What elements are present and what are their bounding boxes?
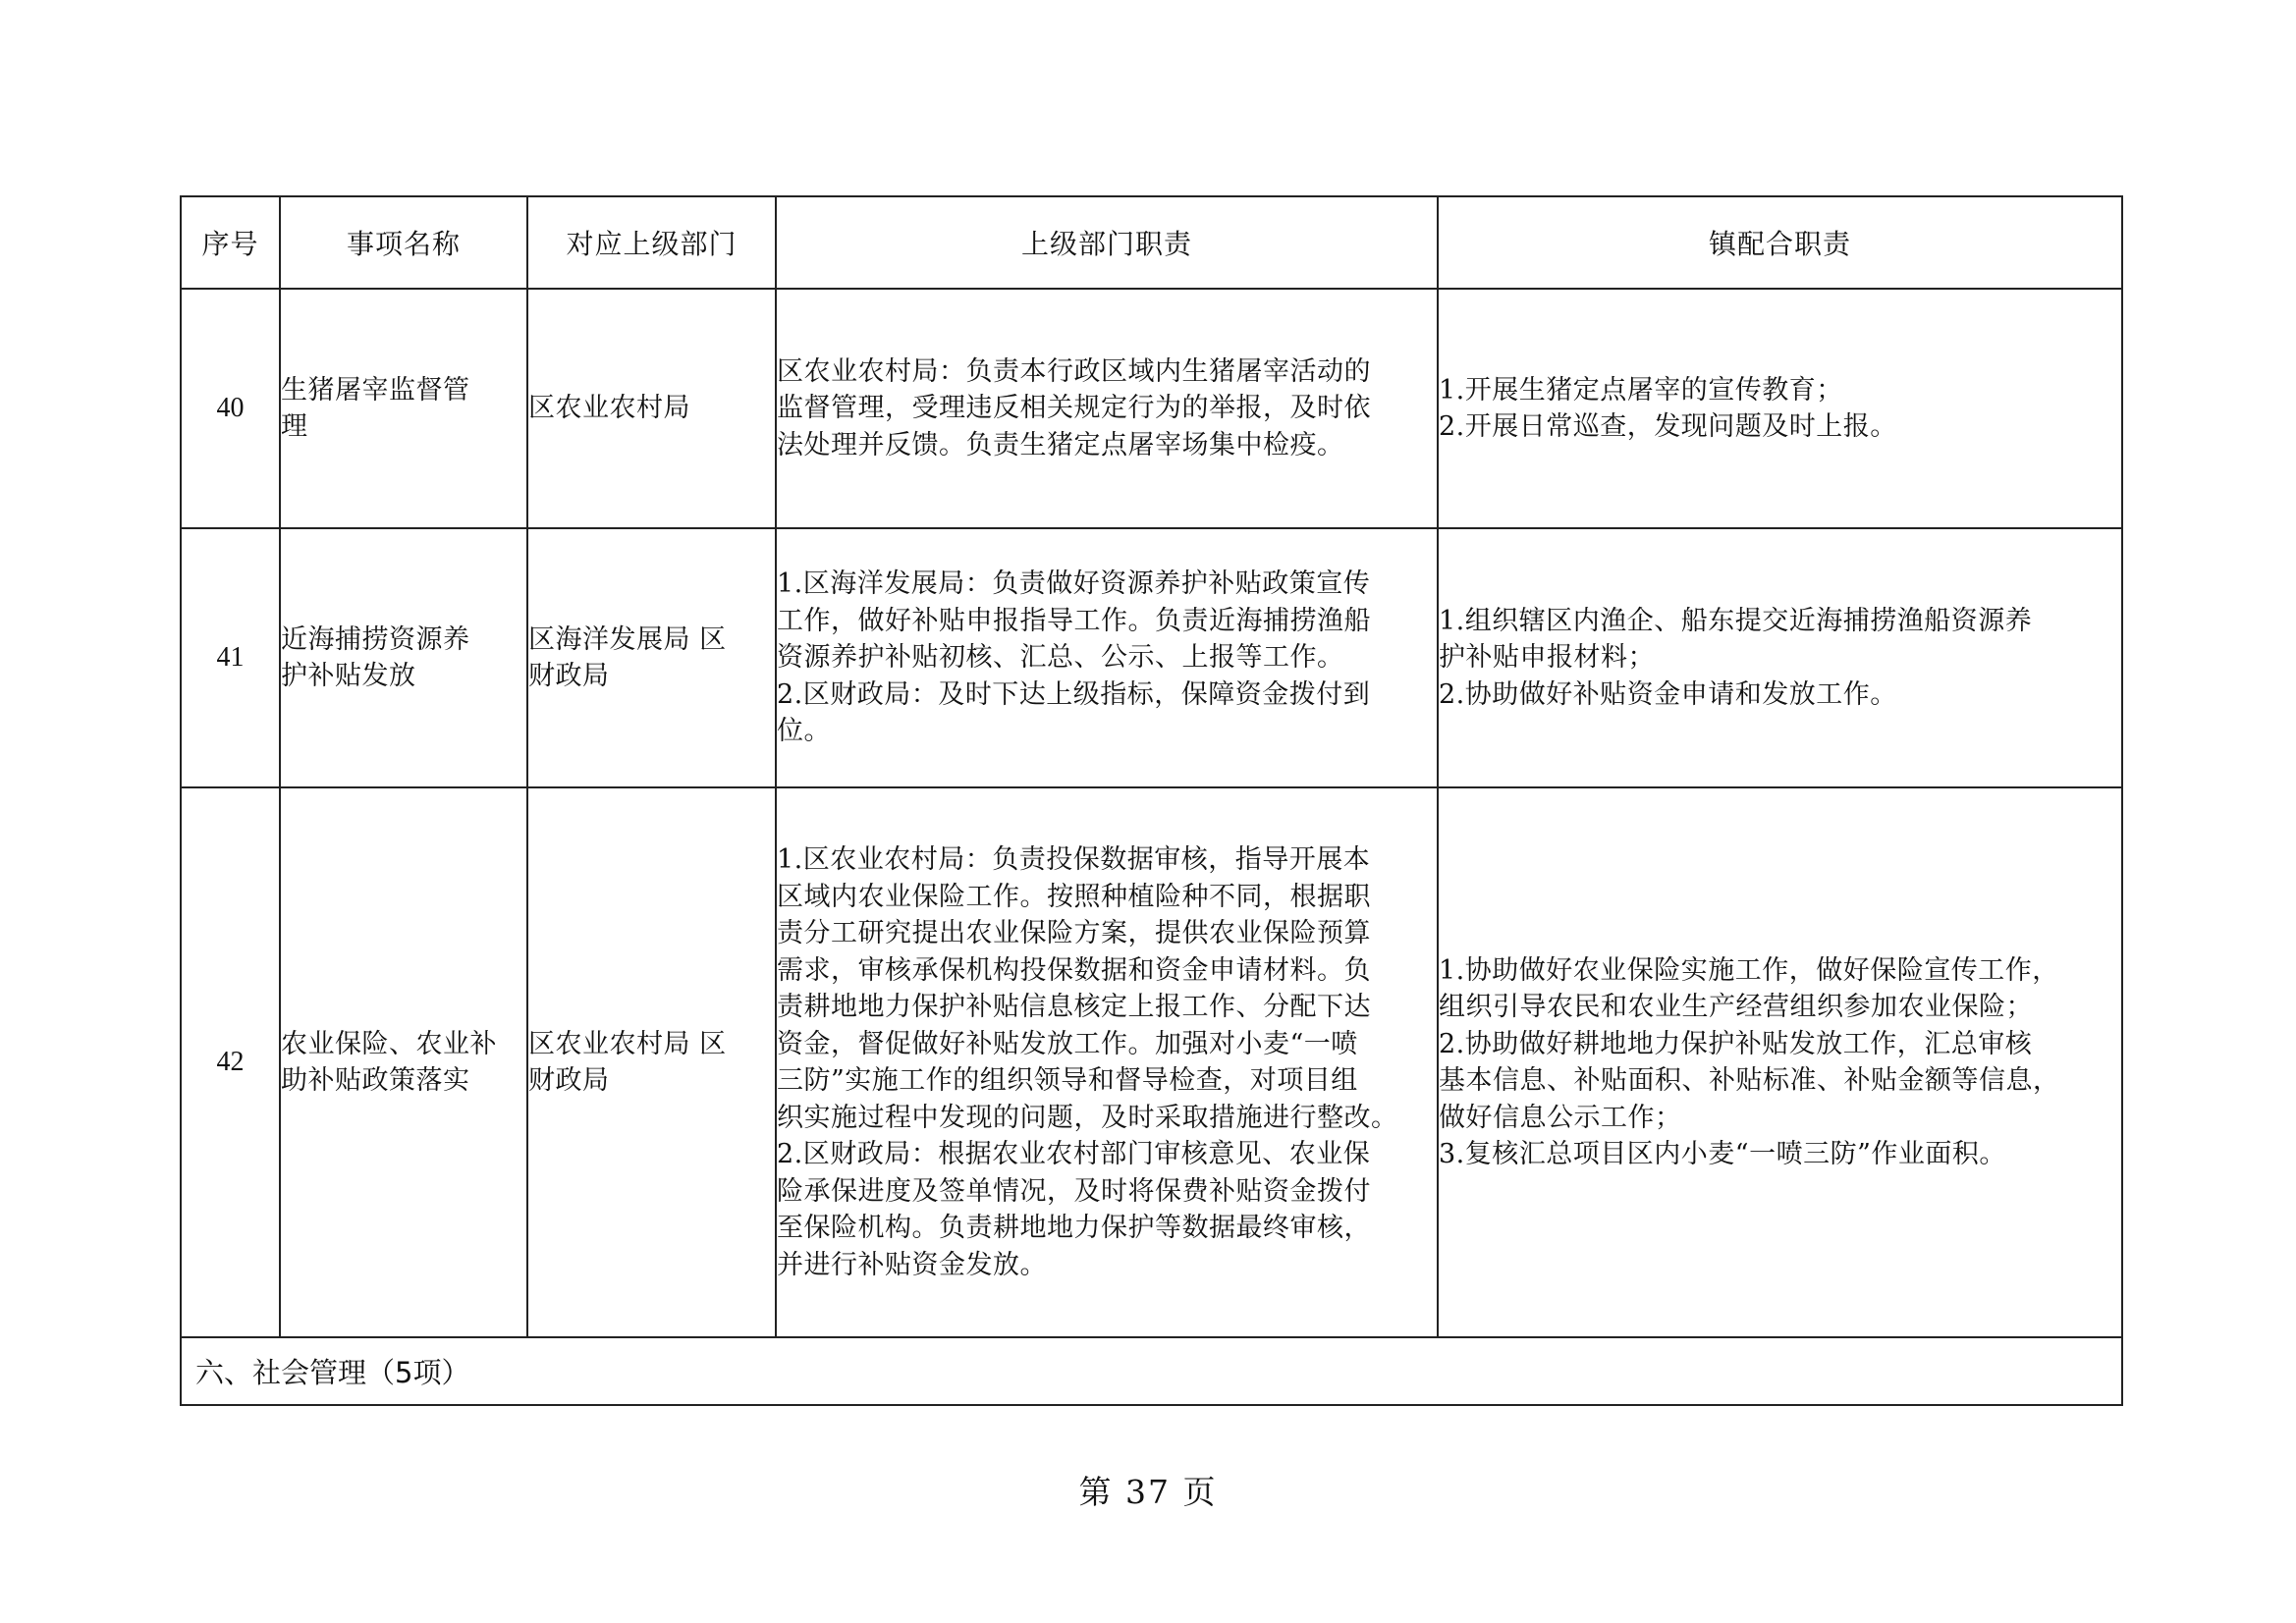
item-name-line: 护补贴发放 (281, 661, 416, 691)
header-upper-department: 对应上级部门 (527, 196, 776, 289)
upper-duty-line: 法处理并反馈。负责生猪定点屠宰场集中检疫。 (777, 429, 1344, 460)
upper-duty-line: 责分工研究提出农业保险方案，提供农业保险预算 (777, 918, 1371, 948)
department-line: 区海洋发展局 区 (528, 623, 727, 655)
upper-duty-line: 责耕地地力保护补贴信息核定上报工作、分配下达 (777, 992, 1371, 1022)
upper-duty-line: 资源养护补贴初核、汇总、公示、上报等工作。 (777, 642, 1344, 674)
upper-duty-cell (776, 787, 1438, 1337)
upper-duty-line: 资金，督促做好补贴发放工作。加强对小麦“一喷 (777, 1028, 1358, 1059)
upper-duty-line: 1.区农业农村局：负责投保数据审核，指导开展本 (777, 844, 1371, 875)
header-upper-duty: 上级部门职责 (776, 196, 1438, 289)
town-duty-cell (1438, 289, 2122, 528)
section-heading: 六、社会管理（5项） (181, 1337, 2122, 1405)
row-number: 40 (181, 289, 280, 528)
duty-table (180, 195, 2123, 1406)
item-name-cell (280, 787, 527, 1337)
table-row (181, 528, 2122, 787)
header-item-name: 事项名称 (280, 196, 527, 289)
upper-duty-line: 并进行补贴资金发放。 (777, 1249, 1047, 1280)
town-duty-line: 做好信息公示工作； (1439, 1102, 1682, 1133)
town-duty-line: 1.组织辖区内渔企、船东提交近海捕捞渔船资源养 (1439, 605, 2033, 636)
town-duty-line: 1.协助做好农业保险实施工作，做好保险宣传工作， (1439, 954, 2059, 986)
department-cell (527, 289, 776, 528)
department-cell (527, 528, 776, 787)
department-cell (527, 787, 776, 1337)
upper-duty-line: 监督管理，受理违反相关规定行为的举报，及时依 (777, 393, 1371, 424)
department-line: 区农业农村局 区 (528, 1028, 727, 1059)
town-duty-line: 组织引导农民和农业生产经营组织参加农业保险； (1439, 992, 2033, 1022)
town-duty-line: 基本信息、补贴面积、补贴标准、补贴金额等信息， (1439, 1065, 2060, 1096)
department-line: 区农业农村局 (528, 393, 690, 424)
town-duty-line: 3.复核汇总项目区内小麦“一喷三防”作业面积。 (1439, 1139, 2006, 1169)
item-name-line: 生猪屠宰监督管 (281, 374, 470, 406)
department-line: 财政局 (528, 661, 610, 691)
upper-duty-line: 1.区海洋发展局：负责做好资源养护补贴政策宣传 (777, 568, 1371, 600)
upper-duty-line: 险承保进度及签单情况，及时将保费补贴资金拨付 (777, 1175, 1371, 1207)
item-name-line: 农业保险、农业补 (281, 1028, 497, 1059)
upper-duty-line: 2.区财政局：及时下达上级指标，保障资金拨付到 (777, 678, 1371, 710)
upper-duty-line: 区农业农村局：负责本行政区域内生猪屠宰活动的 (777, 355, 1371, 387)
item-name-cell (280, 528, 527, 787)
item-name-line: 近海捕捞资源养 (281, 623, 470, 655)
table-header-row (181, 196, 2122, 289)
upper-duty-line: 工作，做好补贴申报指导工作。负责近海捕捞渔船 (777, 605, 1371, 636)
row-number: 41 (181, 528, 280, 787)
table-row (181, 787, 2122, 1337)
upper-duty-line: 区域内农业保险工作。按照种植险种不同，根据职 (777, 881, 1371, 912)
header-town-duty: 镇配合职责 (1438, 196, 2122, 289)
town-duty-cell (1438, 787, 2122, 1337)
upper-duty-cell (776, 528, 1438, 787)
item-name-cell (280, 289, 527, 528)
upper-duty-cell (776, 289, 1438, 528)
upper-duty-line: 三防”实施工作的组织领导和督导检查，对项目组 (777, 1065, 1358, 1096)
town-duty-line: 1.开展生猪定点屠宰的宣传教育； (1439, 374, 1843, 406)
town-duty-line: 2.协助做好耕地地力保护补贴发放工作，汇总审核 (1439, 1028, 2033, 1059)
section-heading-row (181, 1337, 2122, 1405)
table-row (181, 289, 2122, 528)
upper-duty-line: 至保险机构。负责耕地地力保护等数据最终审核， (777, 1213, 1371, 1243)
item-name-line: 助补贴政策落实 (281, 1065, 470, 1096)
upper-duty-line: 织实施过程中发现的问题，及时采取措施进行整改。 (777, 1102, 1398, 1133)
upper-duty-line: 2.区财政局：根据农业农村部门审核意见、农业保 (777, 1139, 1371, 1169)
page-number: 第 37 页 (1078, 1473, 1218, 1511)
town-duty-line: 2.开展日常巡查，发现问题及时上报。 (1439, 411, 1897, 442)
item-name-line: 理 (281, 411, 308, 442)
town-duty-line: 护补贴申报材料； (1439, 642, 1655, 674)
header-serial-number: 序号 (181, 196, 280, 289)
upper-duty-line: 需求，审核承保机构投保数据和资金申请材料。负 (777, 954, 1371, 986)
upper-duty-line: 位。 (777, 716, 831, 747)
town-duty-line: 2.协助做好补贴资金申请和发放工作。 (1439, 678, 1897, 710)
row-number: 42 (181, 787, 280, 1337)
department-line: 财政局 (528, 1065, 610, 1096)
town-duty-cell (1438, 528, 2122, 787)
